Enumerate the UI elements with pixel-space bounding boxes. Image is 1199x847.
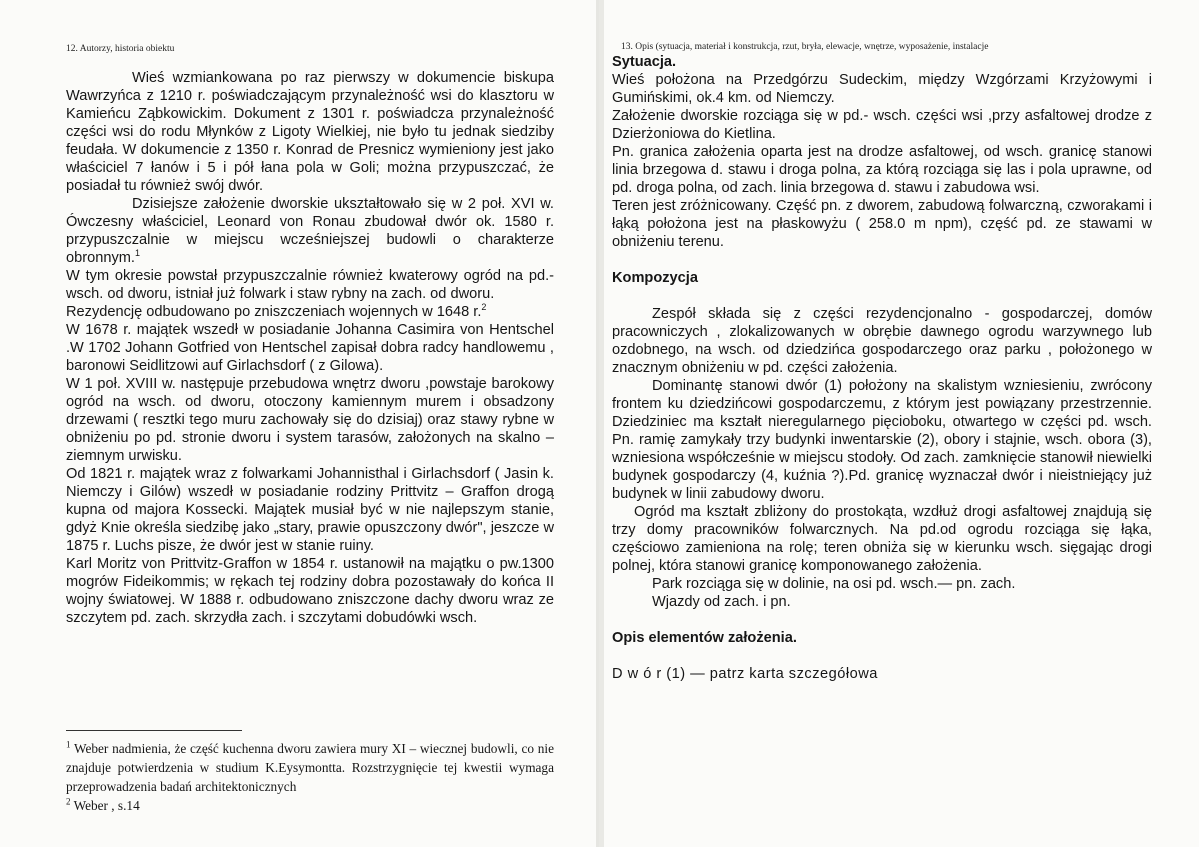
history-paragraph-1: Wieś wzmiankowana po raz pierwszy w dokumencie biskupa Wawrzyńca z 1210 r. poświadczającym przynależność wsi do klasztoru w Kamieńcu Ząbkowickim. Dokument z 1301 r. poświadcza przynależność części wsi do rodu Młynków z Ligoty Wielkiej, nie było tu jednak siedziby feudała. W dokumencie z 1350 r. Konrad de Presnicz wymieniony jest jako właściciel 7 łanów i 5 i pół łana pola w Goli; można przypuszczać, że posiadał tu również swój dwór. bbox=[66, 70, 554, 194]
history-paragraph-8: Karl Moritz von Prittvitz-Graffon w 1854 r. ustanowił na majątku o pw.1300 mogrów Fideikommis; w rękach tej rodziny dobra pozostawały do końca II wojny światowej. W 1888 r. odbudowano zniszczone dachy dworu wraz ze szczytem pd. zach. skrzydła zach. i szczytami dobudówki wsch. bbox=[66, 556, 554, 626]
footnote-2 bbox=[66, 796, 554, 815]
sytuacja-paragraph-3: Pn. granica założenia oparta jest na drodze asfaltowej, od wsch. granicę stanowi linia brzegowa d. stawu i droga polna, za którą rozciąga się las i pola uprawne, od pd. droga polna, od zach. linia brzegowa d. stawu i zabudowa wsi. bbox=[612, 144, 1152, 196]
spacer bbox=[612, 287, 1152, 305]
sytuacja-paragraph-4: Teren jest zróżnicowany. Część pn. z dworem, zabudową folwarczną, czworakami i łąką położona jest na płaskowyżu ( 258.0 m npm), część pd. ze stawami w obniżeniu terenu. bbox=[612, 198, 1152, 250]
kompozycja-heading: Kompozycja bbox=[612, 270, 698, 286]
right-page-edge bbox=[599, 0, 604, 847]
kompozycja-paragraph-3: Ogród ma kształt zbliżony do prostokąta, wzdłuż drogi asfaltowej znajdują się trzy domy pracowników folwarcznych. Na pd.od ogrodu rozciąga się łąka, częściowo zamieniona na rolę; teren obniża się w kierunku wsch. sięgając drogi polnej, która stanowi granicę komponowanego założenia. bbox=[612, 504, 1152, 574]
history-paragraph-2 bbox=[66, 195, 554, 267]
opis-elementow-heading: Opis elementów założenia. bbox=[612, 630, 797, 646]
history-paragraph-4-text: Rezydencję odbudowano po zniszczeniach wojennych w 1648 r. bbox=[66, 304, 482, 320]
kompozycja-paragraph-1: Zespół składa się z części rezydencjonalno - gospodarczej, domów pracowniczych , zlokalizowanych w obrębie dawnego ogrodu warzywnego lub ozdobnego, na wsch. od dziedzińca gospodarczego oraz parku , położonego w znacznym obniżeniu w pd. części założenia. bbox=[612, 306, 1152, 376]
spacer bbox=[612, 251, 1152, 269]
history-paragraph-7: Od 1821 r. majątek wraz z folwarkami Johannisthal i Girlachsdorf ( Jasin k. Niemczy i Gilów) wszedł w posiadanie rodziny Prittvitz – Graffon drogą kupna od majora Kossecki. Majątek musiał być w nie najlepszym stanie, gdyż Knie określa siedzibę jako „stary, prawie opuszczony dwór", jeszcze w 1875 r. Luchs pisze, że dwór jest w stanie ruiny. bbox=[66, 466, 554, 554]
right-page bbox=[599, 0, 1199, 847]
footnotes bbox=[66, 739, 554, 815]
left-page bbox=[0, 0, 598, 847]
footnote-1-text: Weber nadmienia, że część kuchenna dworu zawiera mury XI – wiecznej budowli, co nie znajduje potwierdzenia w studium K.Eysymontta. Rozstrzygnięcie tej kwestii wymaga przeprowadzenia badań architektonicznych bbox=[66, 741, 554, 794]
history-paragraph-3: W tym okresie powstał przypuszczalnie również kwaterowy ogród na pd.- wsch. od dworu, istniał już folwark i staw rybny na zach. od dworu. bbox=[66, 268, 554, 302]
footnote-divider bbox=[66, 730, 242, 731]
footnote-2-text: Weber , s.14 bbox=[70, 798, 140, 813]
footnote-1-marker: 1 bbox=[66, 739, 71, 750]
kompozycja-paragraph-2: Dominantę stanowi dwór (1) położony na skalistym wzniesieniu, zwrócony frontem ku dziedzińcowi gospodarczemu, z którym jest powiązany przestrzennie. Dziedziniec ma kształt nieregularnego pięcioboku, otwartego w części pd. wsch. Pn. ramię zamykały trzy budynki inwentarskie (2), obory i stajnie, wsch. obora (3), wzniesiona współcześnie w miejscu stodoły. Od zach. zamknięcie stanowił niewielki budynek gospodarczy (4, kuźnia ?).Pd. granicę wyznaczał dwór i nieistniejący już budynek w linii zabudowy dworu. bbox=[612, 378, 1152, 502]
sytuacja-paragraph-1: Wieś położona na Przedgórzu Sudeckim, między Wzgórzami Krzyżowymi i Gumińskimi, ok.4 km. od Niemczy. bbox=[612, 72, 1152, 106]
sytuacja-heading: Sytuacja. bbox=[612, 54, 677, 70]
footnote-2-marker: 2 bbox=[66, 796, 71, 807]
footnote-ref-2[interactable]: 2 bbox=[481, 302, 487, 313]
spacer bbox=[612, 611, 1152, 629]
history-paragraph-2-text: Dzisiejsze założenie dworskie ukształtowało się w 2 poł. XVI w. Ówczesny właściciel, Leonard von Ronau zbudował dwór ok. 1580 r. przypuszczalnie w miejscu wcześniejszej budowli o charakterze obronnym. bbox=[66, 196, 554, 266]
history-text-column bbox=[66, 69, 554, 627]
history-paragraph-6: W 1 poł. XVIII w. następuje przebudowa wnętrz dworu ,powstaje barokowy ogród na wsch. od dworu, otoczony kamiennym murem i obsadzony drzewami ( resztki tego muru zachowały się do dzisiaj) oraz stawy rybne w obniżeniu po pd. stronie dworu i system tarasów, założonych na skalno – ziemnym urwisku. bbox=[66, 376, 554, 464]
description-text-column bbox=[612, 53, 1152, 683]
history-paragraph-5: W 1678 r. majątek wszedł w posiadanie Johanna Casimira von Hentschel .W 1702 Johann Gotfried von Hentschel zapisał dobra radcy handlowemu , baronowi Seidlitzowi auf Girlachsdorf ( z Gilowa). bbox=[66, 322, 554, 374]
left-page-header: 12. Autorzy, historia obiektu bbox=[66, 44, 175, 54]
sytuacja-paragraph-2: Założenie dworskie rozciąga się w pd.- wsch. części wsi ,przy asfaltowej drodze z Dzierżoniowa do Kietlina. bbox=[612, 108, 1152, 142]
dwor-element-line: D w ó r (1) — patrz karta szczegółowa bbox=[612, 666, 878, 682]
right-page-header: 13. Opis (sytuacja, materiał i konstrukcja, rzut, bryła, elewacje, wnętrze, wyposażenie, instalacje bbox=[621, 42, 989, 52]
spacer bbox=[612, 647, 1152, 665]
kompozycja-paragraph-4: Park rozciąga się w dolinie, na osi pd. wsch.— pn. zach. bbox=[652, 576, 1016, 592]
history-paragraph-4 bbox=[66, 303, 554, 321]
kompozycja-paragraph-5: Wjazdy od zach. i pn. bbox=[652, 594, 791, 610]
footnote-1 bbox=[66, 739, 554, 796]
footnote-ref-1[interactable]: 1 bbox=[134, 248, 140, 259]
